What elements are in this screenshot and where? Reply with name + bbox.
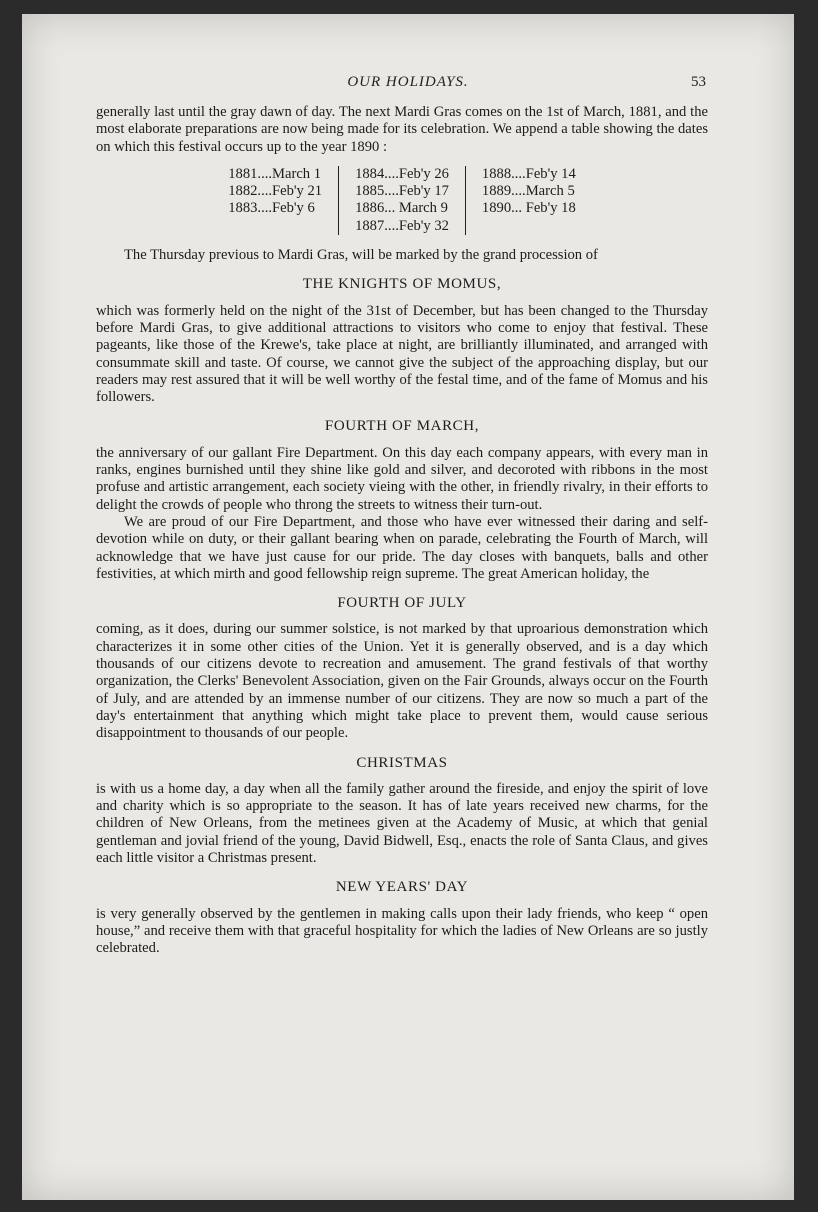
date-column-1 (212, 166, 338, 235)
intro-paragraph: generally last until the gray dawn of day. The next Mardi Gras comes on the 1st of March, 1881, and the most elaborate preparations are now being made for its celebration. We append a table showing the dates on which this festival occurs up to the year 1890 : (96, 104, 708, 155)
date-entry: 1886... March 9 (355, 200, 448, 217)
new-years-paragraph: is very generally observed by the gentlemen in making calls upon their lady friends, who keep “ open house,” and receive them with that graceful hospitality for which the ladies of New Orleans are so justly celebrated. (96, 905, 708, 957)
july-paragraph: coming, as it does, during our summer solstice, is not marked by that uproarious demonstration which characterizes it in some other cities of the Union. Yet it is generally observed, and is a day which thousands of our citizens devote to recreation and amusement. The grand festivals of that worthy organization, the Clerks' Benevolent Association, given on the Fair Grounds, always occur on the Fourth of July, and are attended by an immense number of our citizens. They are now so much a part of the day's entertainment that anything which might take place to prevent them, would cause serious disappointment to thousands of our people. (96, 621, 708, 742)
date-entry: 1888....Feb'y 14 (481, 165, 576, 182)
page-number: 53 (691, 74, 706, 90)
heading-fourth-of-march: FOURTH OF MARCH, (324, 418, 480, 435)
date-entry: 1890... Feb'y 18 (481, 200, 576, 217)
date-entry: 1881....March 1 (228, 165, 322, 182)
date-entry: 1883....Feb'y 6 (228, 200, 315, 217)
date-column-2 (338, 166, 466, 235)
march-paragraph-2: We are proud of our Fire Department, and those who have ever witnessed their daring and self-devotion while on duty, or their gallant bearing when on parade, celebrating the Fourth of March, will acknowledge that we have just cause for our pride. The day closes with banquets, balls and other festivities, at which mirth and good fellowship reign supreme. The great American holiday, the (96, 513, 708, 582)
page-body (96, 104, 708, 957)
date-entry: 1882....Feb'y 21 (228, 183, 323, 200)
heading-christmas: CHRISTMAS (356, 754, 448, 771)
date-column-3 (466, 166, 592, 235)
date-entry: 1887....Feb'y 32 (355, 217, 449, 234)
christmas-paragraph: is with us a home day, a day when all the family gather around the fireside, and enjoy the spirit of love and charity which is so appropriate to the season. It has of late years received new charms, for the children of New Orleans, from the metinees given at the Academy of Music, at which that genial gentleman and jovial friend of the young, David Bidwell, Esq., enacts the role of Santa Claus, and gives each little visitor a Christmas present. (96, 780, 708, 866)
heading-new-years-day: NEW YEARS' DAY (335, 879, 469, 896)
running-title: OUR HOLIDAYS. (347, 74, 469, 90)
page-header (22, 74, 794, 96)
book-page (22, 14, 794, 1200)
momus-intro-paragraph: The Thursday previous to Mardi Gras, will be marked by the grand procession of (124, 247, 598, 264)
march-paragraph-1: the anniversary of our gallant Fire Department. On this day each company appears, with every man in ranks, engines burnished until they shine like gold and silver, and decoroted with ribbons in the most profuse and artistic arrangement, each society vieing with the other, in friendly rivalry, in their efforts to delight the crowds of people who throng the streets to witness their turn-out. (96, 444, 708, 513)
heading-fourth-of-july: FOURTH OF JULY (337, 595, 467, 612)
date-entry: 1885....Feb'y 17 (355, 183, 449, 200)
heading-knights-of-momus: THE KNIGHTS OF MOMUS, (302, 276, 502, 293)
date-entry: 1889....March 5 (481, 183, 575, 200)
mardi-gras-date-table (96, 166, 708, 235)
momus-paragraph: which was formerly held on the night of the 31st of December, but has been changed to the Thursday before Mardi Gras, to give additional attractions to visitors who come to enjoy that festival. These pageants, like those of the Krewe's, take place at night, are brilliantly illuminated, and arranged with consummate skill and taste. Of course, we cannot give the subject of the approaching display, but our readers may rest assured that it will be well worthy of the festal time, and of the fame of Momus and his followers. (96, 302, 708, 406)
date-entry: 1884....Feb'y 26 (355, 165, 449, 182)
